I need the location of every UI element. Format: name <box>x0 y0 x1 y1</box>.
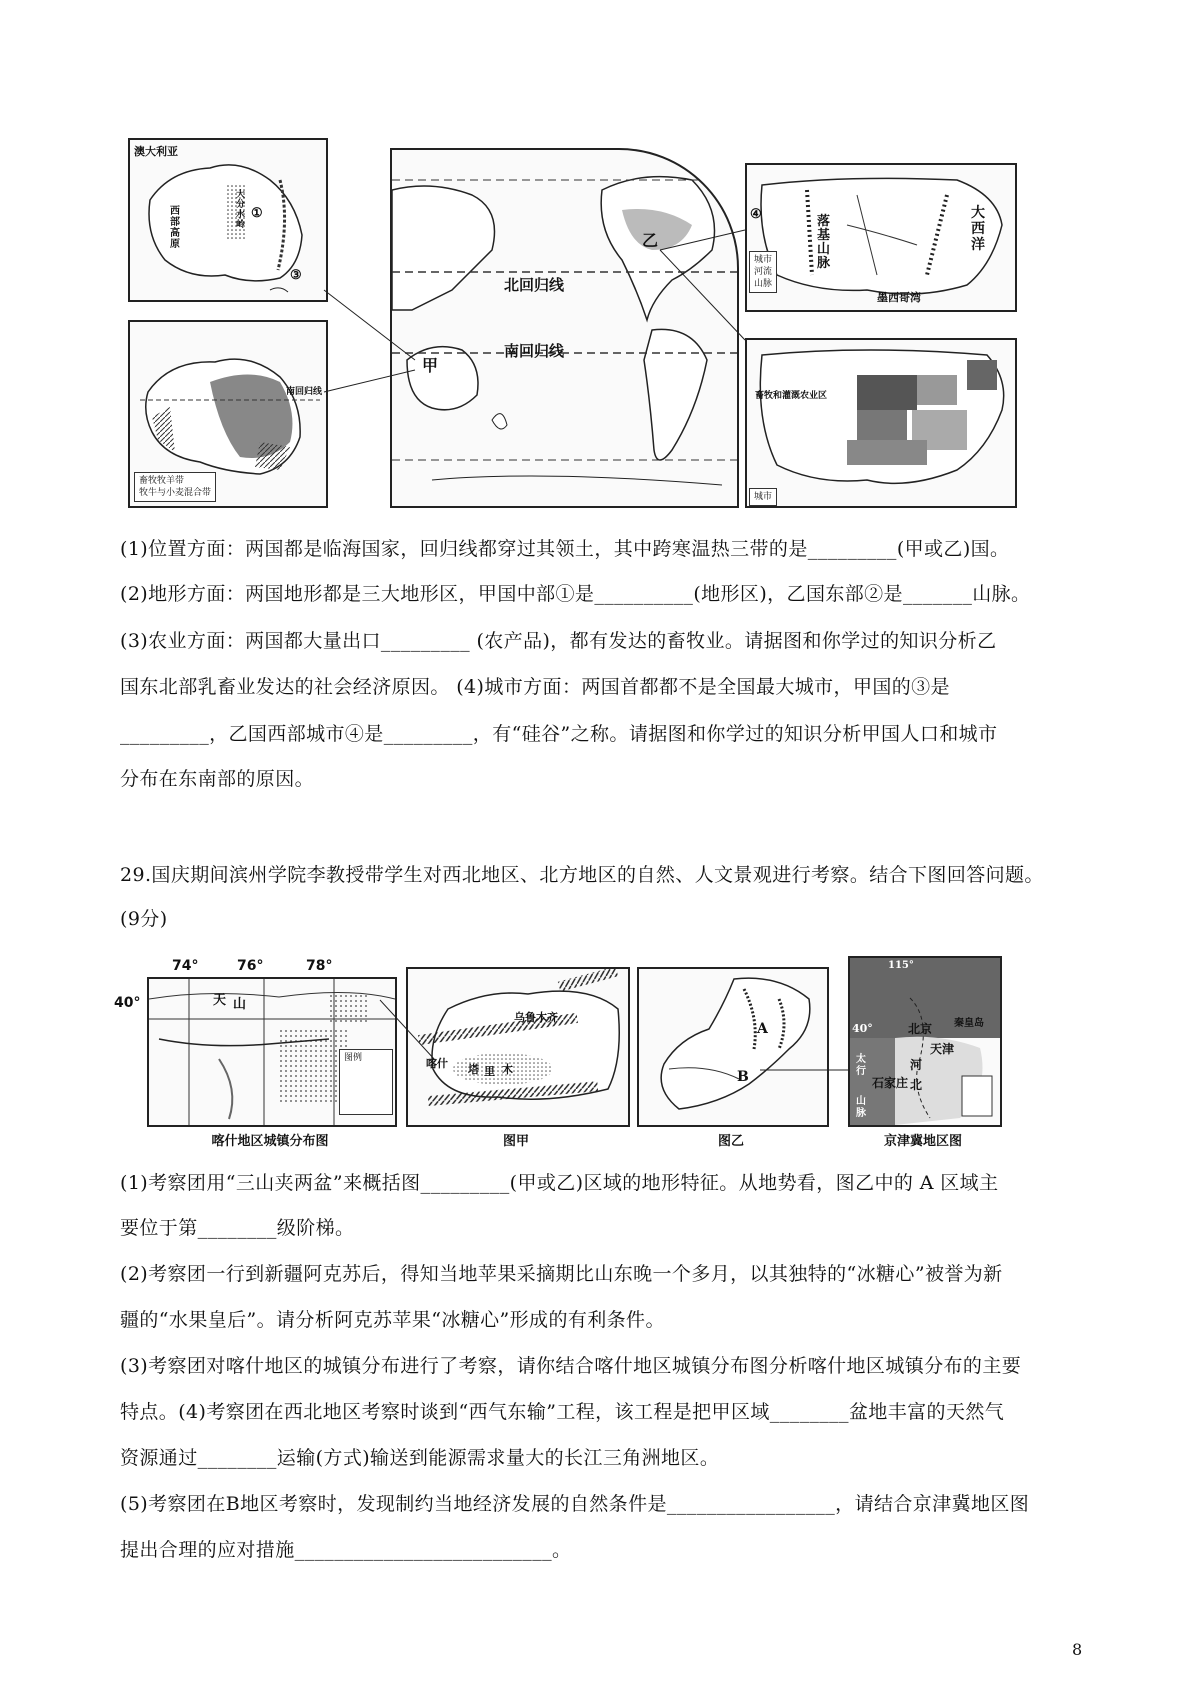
usa-terrain-map <box>745 163 1017 312</box>
q29-intro-line1: 29.国庆期间滨州学院李教授带学生对西北地区、北方地区的自然、人文景观进行考察。结合下图回答问题。 <box>120 864 1044 886</box>
tropic-of-cancer-label: 北回归线 <box>504 276 565 294</box>
taihang-label-4: 脉 <box>856 1108 866 1119</box>
q29-part3-line3: 资源通过________运输(方式)输送到能源需求量大的长江三角洲地区。 <box>120 1447 720 1469</box>
lon-78-label: 78° <box>306 958 333 974</box>
lat-40-label: 40° <box>114 995 141 1011</box>
legend-city-agri: 城市 <box>754 492 773 502</box>
tarim-label-2: 里 <box>484 1065 495 1078</box>
q28-part3-line1: (3)农业方面：两国都大量出口_________ (农产品)，都有发达的畜牧业。请据图和你学过的知识分析乙 <box>120 630 997 652</box>
q28-part1: (1)位置方面：两国都是临海国家，回归线都穿过其领土，其中跨寒温热三带的是_________(甲或乙)国。 <box>120 538 1010 560</box>
tarim-label-3: 木 <box>502 1063 513 1076</box>
usa-agriculture-map <box>745 338 1017 508</box>
tianjin-label: 天津 <box>930 1042 955 1056</box>
kashi-map-caption: 喀什地区城镇分布图 <box>211 1134 329 1149</box>
q29-part2-line1: (2)考察团一行到新疆阿克苏后，得知当地苹果采摘期比山东晚一个多月，以其独特的“冰糖心”被誉为新 <box>120 1263 1003 1285</box>
taihang-label-2: 行 <box>856 1066 866 1077</box>
country-jia-label: 甲 <box>422 356 439 375</box>
marker-4-label: ④ <box>750 207 762 222</box>
lon-115-label: 115° <box>888 960 914 971</box>
legend-river: 河流 <box>754 267 773 277</box>
usa-agri-legend <box>749 488 777 506</box>
q28-part3-line3: _________，乙国西部城市④是_________，有“硅谷”之称。请据图和你学过的知识分析甲国人口和城市 <box>120 723 998 745</box>
tianshan-label-2: 山 <box>233 997 247 1012</box>
marker-1-label: ① <box>251 206 263 221</box>
lon-76-label: 76° <box>237 958 264 974</box>
taihang-label-1: 太 <box>856 1054 866 1065</box>
shijiazhuang-label: 石家庄 <box>872 1076 909 1090</box>
q28-part3-line2: 国东北部乳畜业发达的社会经济原因。 (4)城市方面：两国首都都不是全国最大城市，甲国的③是 <box>120 676 950 698</box>
q29-part2-line2: 疆的“水果皇后”。请分析阿克苏苹果“冰糖心”形成的有利条件。 <box>120 1309 665 1331</box>
marker-3-label: ③ <box>290 268 302 283</box>
q29-part5-line2: 提出合理的应对措施__________________________。 <box>120 1539 572 1561</box>
hebei-label-1: 河 <box>910 1058 923 1072</box>
great-dividing-range-label: 大分水岭 <box>236 190 246 230</box>
ranching-irrigation-label: 畜牧和灌溉农业区 <box>755 391 828 401</box>
legend-mountain: 山脉 <box>754 279 773 289</box>
q29-part1-line2: 要位于第________级阶梯。 <box>120 1217 355 1239</box>
kashgar-label: 喀什 <box>426 1057 448 1070</box>
region-b-label: B <box>737 1069 749 1085</box>
legend-cattle-wheat-belt: 牧牛与小麦混合带 <box>139 488 212 498</box>
australia-map-title: 澳大利亚 <box>134 145 178 158</box>
urumqi-label: 乌鲁木齐 <box>514 1011 558 1024</box>
figure-yi-caption: 图乙 <box>717 1134 744 1149</box>
figure2-connectors <box>0 960 1200 1140</box>
q29-intro-line2: (9分) <box>120 908 168 930</box>
kashi-legend-title: 图例 <box>344 1053 363 1063</box>
gulf-of-mexico-label: 墨西哥湾 <box>877 291 921 304</box>
taihang-label-3: 山 <box>856 1096 866 1107</box>
q28-part3-line4: 分布在东南部的原因。 <box>120 768 315 790</box>
q28-part2: (2)地形方面：两国地形都是三大地形区，甲国中部①是__________(地形区)，乙国东部②是_______山脉。 <box>120 583 1031 605</box>
tarim-label-1: 塔 <box>468 1063 479 1076</box>
jingjinji-map <box>848 956 1002 1127</box>
legend-sheep-belt: 畜牧牧羊带 <box>139 476 185 486</box>
tropic-of-capricorn-small-label: 南回归线 <box>286 387 323 397</box>
country-yi-label: 乙 <box>642 231 659 250</box>
lat-40-jjj-label: 40° <box>852 1022 873 1035</box>
legend-city: 城市 <box>754 255 773 265</box>
hebei-label-2: 北 <box>910 1078 923 1092</box>
figure1-connectors <box>0 0 1200 600</box>
q29-part5-line1: (5)考察团在B地区考察时，发现制约当地经济发展的自然条件是_________________，请结合京津冀地区图 <box>120 1493 1030 1515</box>
jingjinji-caption: 京津冀地区图 <box>883 1134 962 1149</box>
tropic-of-capricorn-label: 南回归线 <box>504 342 565 360</box>
tianshan-label-1: 天 <box>213 993 227 1008</box>
beijing-label: 北京 <box>908 1022 933 1036</box>
usa-terrain-legend <box>749 251 777 293</box>
qinhuangdao-label: 秦皇岛 <box>954 1018 984 1029</box>
page-number: 8 <box>1072 1640 1083 1659</box>
atlantic-ocean-label: 大西洋 <box>971 205 985 253</box>
figure-jia-caption: 图甲 <box>502 1134 529 1149</box>
q29-part1-line1: (1)考察团用“三山夹两盆”来概括图_________(甲或乙)区域的地形特征。从地势看，图乙中的 A 区域主 <box>120 1172 999 1194</box>
lon-74-label: 74° <box>172 958 199 974</box>
usa-agriculture-drawing <box>747 340 1015 506</box>
rocky-mountains-label: 落基山脉 <box>817 214 831 271</box>
jingjinji-drawing <box>850 958 1000 1125</box>
q29-part3-line2: 特点。(4)考察团在西北地区考察时谈到“西气东输”工程，该工程是把甲区域________盆地丰富的天然气 <box>120 1401 1005 1423</box>
region-a-label: A <box>757 1021 768 1037</box>
western-plateau-label: 西部高原 <box>170 206 180 250</box>
q29-part3-line1: (3)考察团对喀什地区的城镇分布进行了考察，请你结合喀什地区城镇分布图分析喀什地区城镇分布的主要 <box>120 1355 1022 1377</box>
